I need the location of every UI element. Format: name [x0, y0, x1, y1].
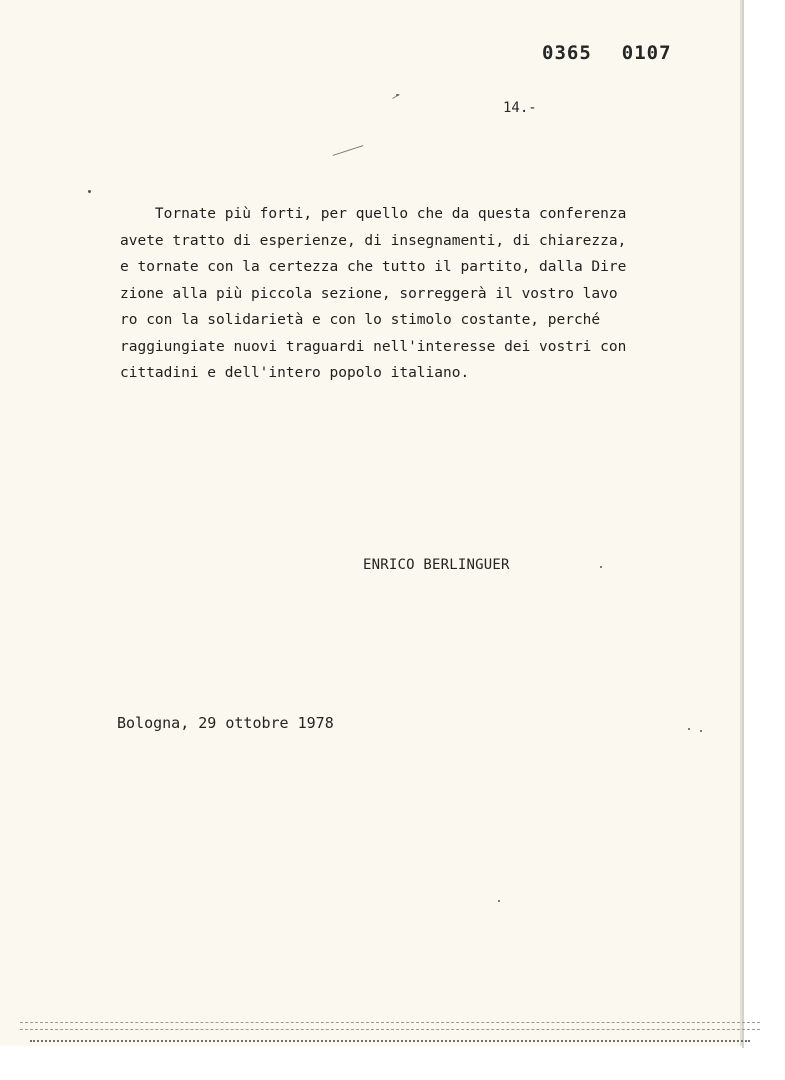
scan-border-bottom — [20, 1022, 760, 1030]
scan-speck — [688, 728, 690, 730]
body-line: ro con la solidarietà e con lo stimolo costante, perché — [120, 312, 601, 328]
body-line: avete tratto di esperienze, di insegnamenti, di chiarezza, — [120, 232, 627, 249]
body-line: e tornate con la certezza che tutto il partito, dalla Dire — [120, 259, 627, 275]
paper-edge — [742, 0, 744, 1048]
scan-speck — [700, 730, 702, 732]
body-line: Tornate più forti, per quello che da questa conferenza — [120, 206, 627, 222]
scan-border-dotted — [30, 1040, 750, 1046]
archive-code-part1: 0365 — [542, 42, 592, 64]
scan-speck — [600, 566, 602, 568]
letter-body — [120, 201, 700, 387]
body-line: zione alla più piccola sezione, sorreggerà il vostro lavo — [120, 285, 618, 302]
body-line: cittadini e dell'intero popolo italiano. — [120, 365, 470, 381]
body-line: raggiungiate nuovi traguardi nell'interesse dei vostri con — [120, 338, 627, 355]
signature-name: ENRICO BERLINGUER — [363, 557, 510, 573]
archive-code-part2: 0107 — [621, 42, 672, 64]
place-and-date: Bologna, 29 ottobre 1978 — [117, 714, 334, 732]
archive-stamp-number — [542, 42, 672, 64]
scan-speck — [88, 190, 91, 193]
page-number: 14.- — [503, 100, 537, 116]
scan-speck — [498, 900, 500, 902]
